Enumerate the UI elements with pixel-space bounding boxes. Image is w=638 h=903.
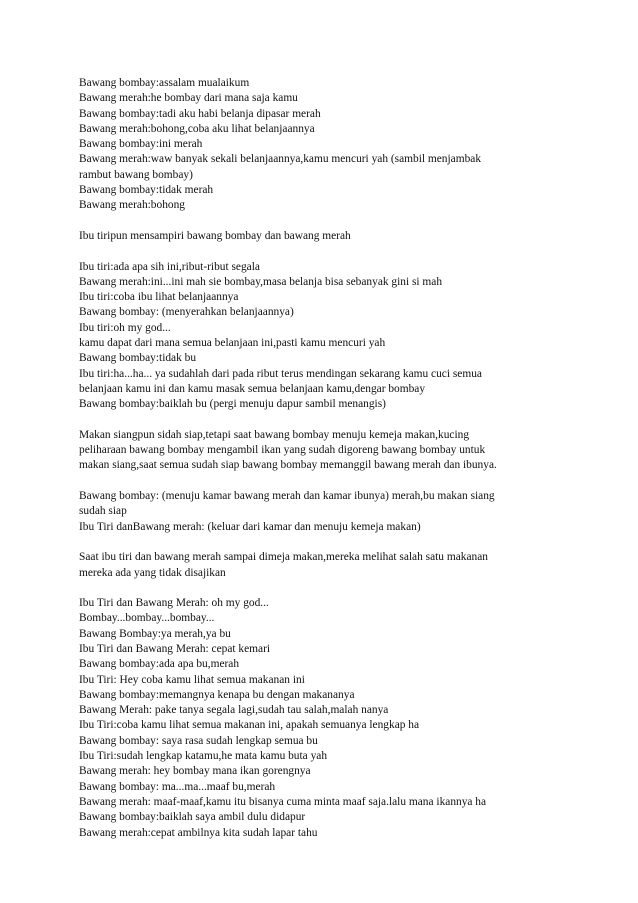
text-line: Ibu Tiri:coba kamu lihat semua makanan ini, apakah semuanya lengkap ha	[79, 719, 420, 732]
text-line: Ibu tiri:coba ibu lihat belanjaannya	[79, 291, 239, 304]
text-line: Ibu Tiri: Hey coba kamu lihat semua makanan ini	[79, 673, 305, 686]
text-line: Bawang bombay:baiklah saya ambil dulu didapur	[79, 811, 306, 824]
text-line: Saat ibu tiri dan bawang merah sampai dimeja makan,mereka melihat salah satu makanan	[79, 551, 488, 564]
text-line: Bawang merah:bohong	[79, 199, 185, 212]
text-line: Bawang bombay:baiklah bu (pergi menuju dapur sambil menangis)	[79, 398, 386, 411]
paragraph	[79, 229, 579, 244]
document-page	[79, 76, 579, 841]
text-line: Ibu tiri:ha...ha... ya sudahlah dari pada ribut terus mendingan sekarang kamu cuci semua	[79, 367, 482, 380]
text-line: Bawang merah:ini...ini mah sie bombay,masa belanja bisa sebanyak gini si mah	[79, 275, 443, 288]
text-line: Makan siangpun sidah siap,tetapi saat bawang bombay menuju kemeja makan,kucing	[79, 428, 470, 441]
text-line: Bawang bombay: ma...ma...maaf bu,merah	[79, 780, 276, 793]
paragraph	[79, 489, 579, 535]
text-line: Ibu tiri:oh my god...	[79, 321, 171, 334]
text-line: Bawang bombay:tadi aku habi belanja dipasar merah	[79, 107, 321, 120]
text-line: kamu dapat dari mana semua belanjaan ini,pasti kamu mencuri yah	[79, 337, 386, 350]
text-line: Bawang merah:waw banyak sekali belanjaannya,kamu mencuri yah (sambil menjambak	[79, 153, 482, 166]
text-line: rambut bawang bombay)	[79, 168, 193, 181]
text-line: mereka ada yang tidak disajikan	[79, 566, 226, 579]
text-line: peliharaan bawang bombay mengambil ikan yang sudah digoreng bawang bombay untuk	[79, 444, 486, 457]
paragraph	[79, 428, 579, 474]
text-line: Bawang bombay: (menyerahkan belanjaannya)	[79, 306, 294, 319]
text-line: Bawang bombay:ada apa bu,merah	[79, 658, 240, 671]
text-line: Bawang Merah: pake tanya segala lagi,sudah tau salah,malah nanya	[79, 704, 389, 717]
paragraph	[79, 76, 579, 214]
text-line: Ibu Tiri dan Bawang Merah: oh my god...	[79, 597, 269, 610]
text-line: Ibu Tiri dan Bawang Merah: cepat kemari	[79, 642, 271, 655]
text-line: belanjaan kamu ini dan kamu masak semua belanjaan kamu,dengar bombay	[79, 382, 426, 395]
text-line: Bawang bombay:tidak merah	[79, 184, 214, 197]
text-line: Bawang bombay:assalam mualaikum	[79, 77, 250, 89]
paragraph	[79, 260, 579, 413]
text-line: Bawang bombay: saya rasa sudah lengkap semua bu	[79, 734, 318, 747]
text-line: Bombay...bombay...bombay...	[79, 612, 215, 625]
text-line: Ibu tiri:ada apa sih ini,ribut-ribut segala	[79, 260, 260, 273]
text-line: Bawang bombay:ini merah	[79, 138, 203, 151]
text-line: Bawang Bombay:ya merah,ya bu	[79, 627, 231, 640]
text-line: Ibu Tiri:sudah lengkap katamu,he mata kamu buta yah	[79, 750, 328, 763]
text-line: Bawang merah:bohong,coba aku lihat belanjaannya	[79, 122, 315, 135]
text-line: sudah siap	[79, 505, 127, 518]
paragraph	[79, 550, 579, 581]
text-line: Bawang merah:he bombay dari mana saja kamu	[79, 92, 298, 105]
text-line: makan siang,saat semua sudah siap bawang bombay memanggil bawang merah dan ibunya.	[79, 459, 497, 472]
text-line: Bawang merah: hey bombay mana ikan gorengnya	[79, 765, 311, 778]
text-line: Ibu tiripun mensampiri bawang bombay dan bawang merah	[79, 229, 351, 242]
text-line: Bawang merah:cepat ambilnya kita sudah lapar tahu	[79, 826, 318, 839]
text-line: Bawang bombay:tidak bu	[79, 352, 197, 365]
text-line: Ibu Tiri danBawang merah: (keluar dari kamar dan menuju kemeja makan)	[79, 520, 421, 533]
paragraph	[79, 596, 579, 841]
text-line: Bawang merah: maaf-maaf,kamu itu bisanya cuma minta maaf saja.lalu mana ikannya ha	[79, 795, 487, 808]
text-line: Bawang bombay:memangnya kenapa bu dengan makananya	[79, 688, 355, 701]
text-line: Bawang bombay: (menuju kamar bawang merah dan kamar ibunya) merah,bu makan siang	[79, 490, 495, 503]
